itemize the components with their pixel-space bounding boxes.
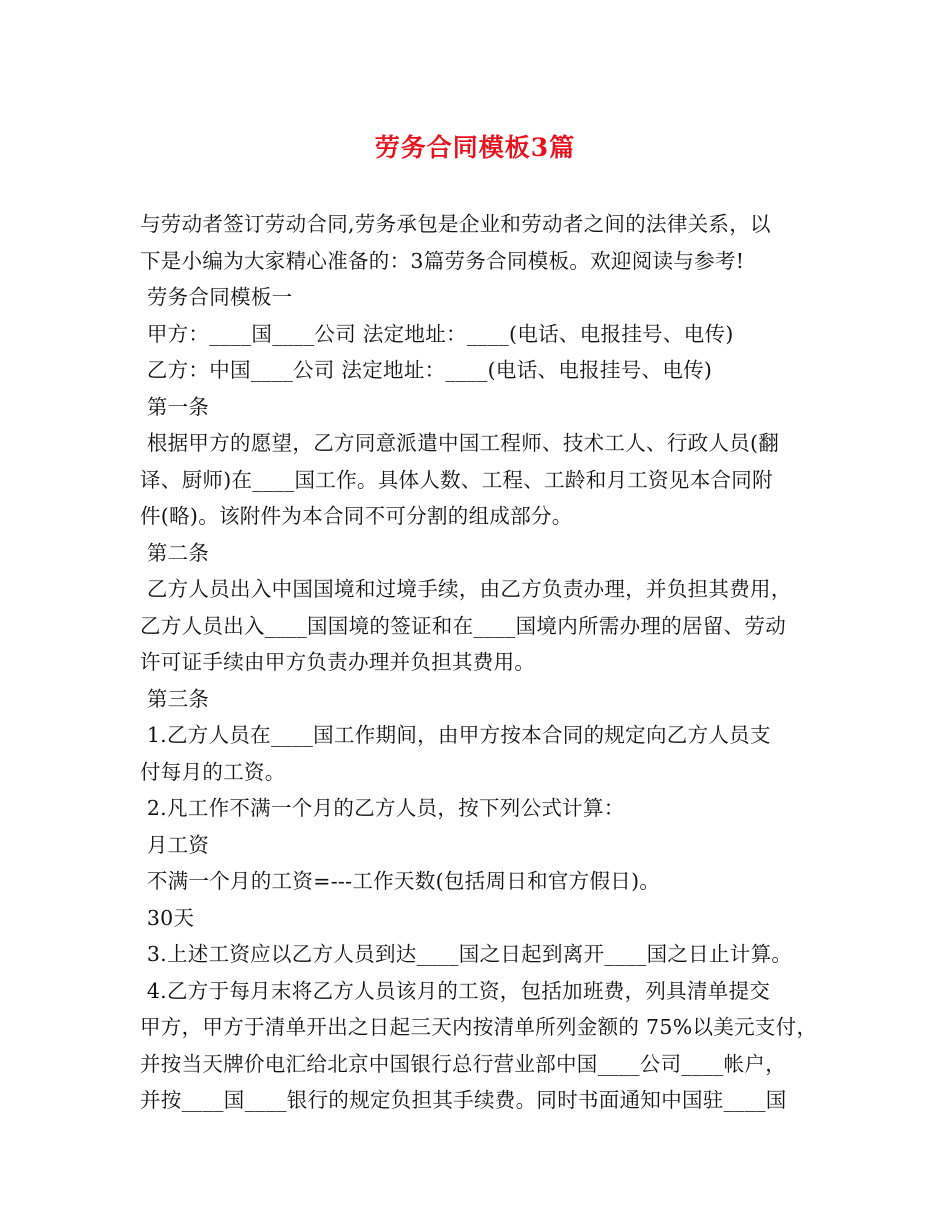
paragraph-line: 下是小编为大家精心准备的：3篇劳务合同模板。欢迎阅读与参考! bbox=[140, 248, 745, 273]
paragraph-line: 2.凡工作不满一个月的乙方人员，按下列公式计算： bbox=[140, 796, 625, 820]
paragraph-line: 乙方：中国____公司 法定地址：____(电话、电报挂号、电传) bbox=[140, 358, 713, 382]
paragraph-line: 甲方，甲方于清单开出之日起三天内按清单所列金额的 75%以美元支付， bbox=[140, 1015, 818, 1039]
paragraph-line: 许可证手续由甲方负责办理并负担其费用。 bbox=[140, 650, 536, 674]
paragraph-line: 甲方：____国____公司 法定地址：____(电话、电报挂号、电传) bbox=[140, 321, 734, 346]
paragraph-line: 不满一个月的工资=---工作天数(包括周日和官方假日)。 bbox=[140, 869, 661, 893]
paragraph-line: 第一条 bbox=[140, 394, 210, 419]
paragraph-line: 付每月的工资。 bbox=[140, 759, 286, 784]
paragraph-line: 1.乙方人员在____国工作期间，由甲方按本合同的规定向乙方人员支 bbox=[140, 723, 771, 747]
paragraph-line: 第二条 bbox=[140, 540, 210, 565]
paragraph-line: 乙方人员出入____国国境的签证和在____国境内所需办理的居留、劳动 bbox=[140, 613, 786, 638]
paragraph-line: 第三条 bbox=[140, 686, 210, 711]
paragraph-line: 并按当天牌价电汇给北京中国银行总行营业部中国____公司____帐户， bbox=[140, 1051, 786, 1076]
paragraph-line: 译、厨师)在____国工作。具体人数、工程、工龄和月工资见本合同附 bbox=[140, 467, 773, 492]
paragraph-line: 3.上述工资应以乙方人员到达____国之日起到离开____国之日止计算。 bbox=[140, 942, 793, 966]
paragraph-line: 乙方人员出入中国国境和过境手续，由乙方负责办理，并负担其费用， bbox=[140, 577, 792, 601]
paragraph-line: 月工资 bbox=[140, 832, 210, 857]
paragraph-line: 根据甲方的愿望，乙方同意派遣中国工程师、技术工人、行政人员(翻 bbox=[140, 431, 780, 455]
paragraph-line: 30天 bbox=[140, 905, 195, 930]
paragraph-line: 与劳动者签订劳动合同,劳务承包是企业和劳动者之间的法律关系，以 bbox=[140, 212, 771, 236]
paragraph-line: 4.乙方于每月末将乙方人员该月的工资，包括加班费，列具清单提交 bbox=[140, 978, 771, 1003]
document-body bbox=[140, 206, 820, 1119]
paragraph-line: 件(略)。该附件为本合同不可分割的组成部分。 bbox=[140, 504, 573, 528]
document-title: 劳务合同模板3篇 bbox=[374, 133, 576, 162]
paragraph-line: 劳务合同模板一 bbox=[140, 285, 293, 309]
paragraph-line: 并按____国____银行的规定负担其手续费。同时书面通知中国驻____国 bbox=[140, 1088, 787, 1112]
